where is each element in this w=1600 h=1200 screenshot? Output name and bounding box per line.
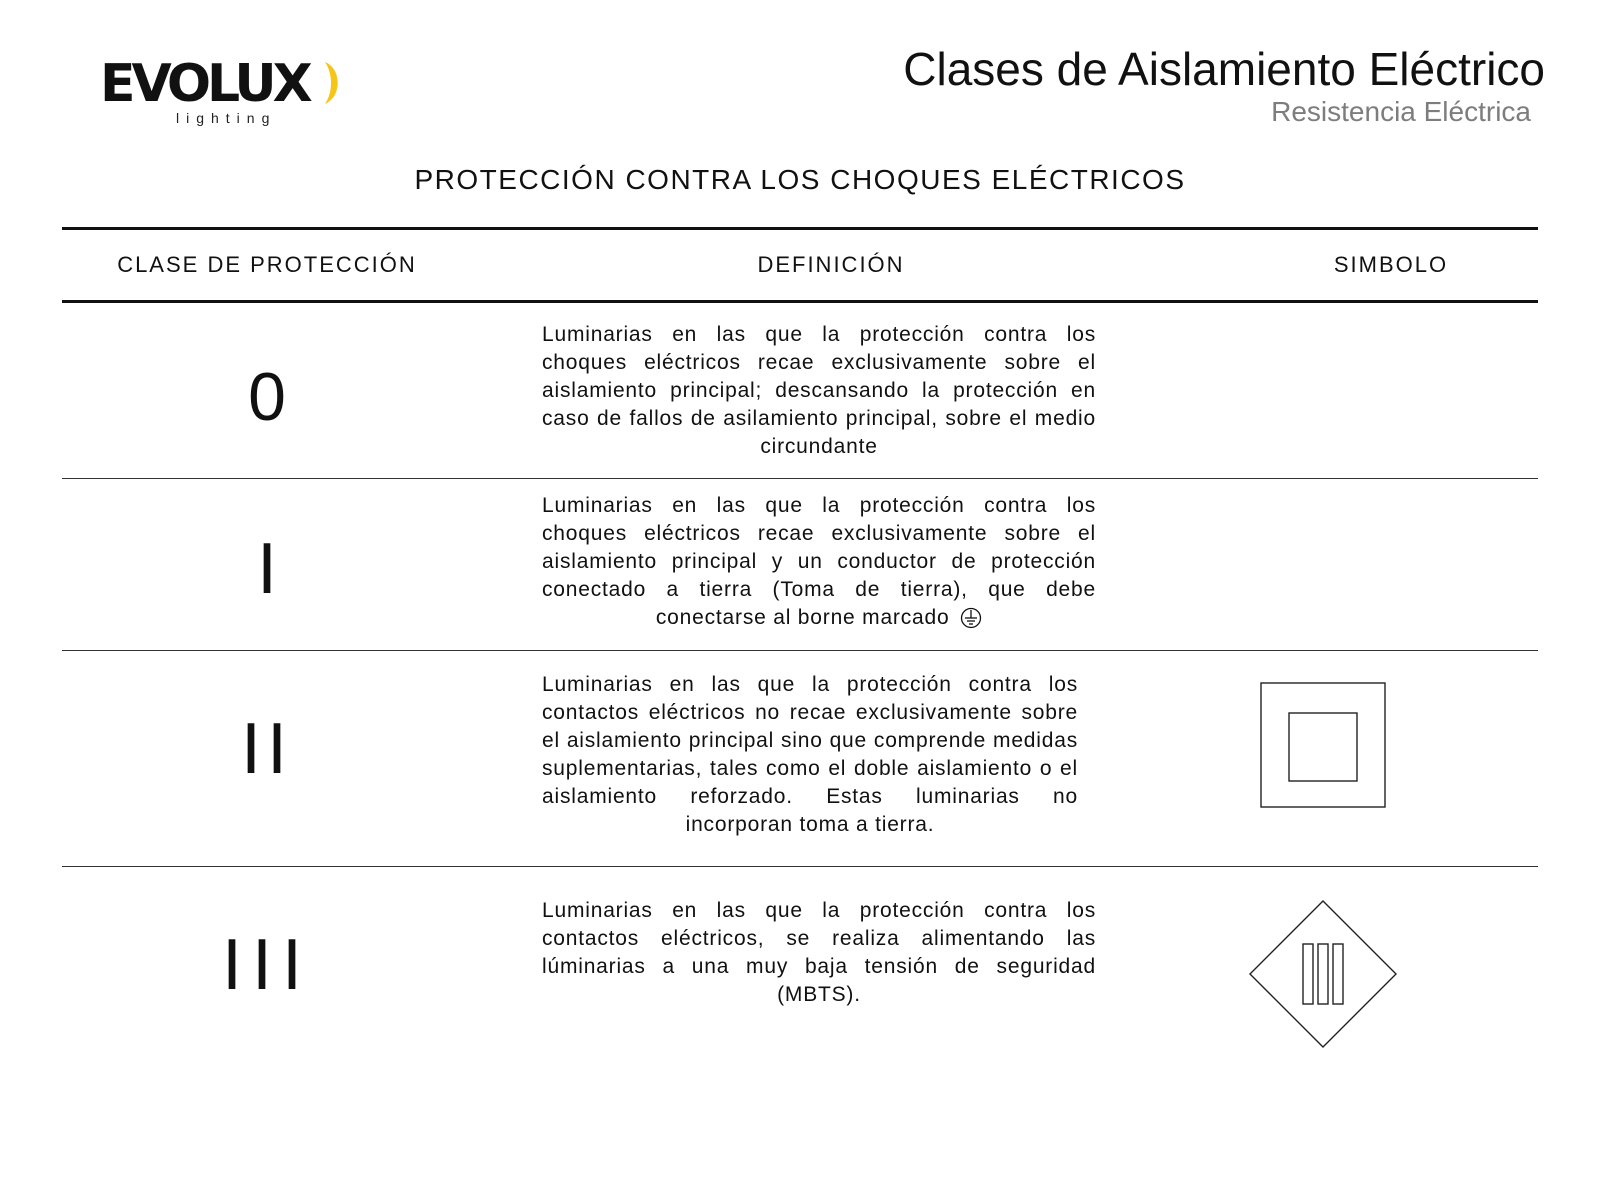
table-row [62,867,1538,1057]
column-header-definition: DEFINICIÓN [757,252,905,277]
logo-leaf-icon [319,62,343,104]
earth-ground-icon [960,607,982,629]
table-row [62,479,1538,651]
section-title: PROTECCIÓN CONTRA LOS CHOQUES ELÉCTRICOS [414,164,1186,195]
double-square-icon [1260,682,1386,808]
class-definition: Luminarias en las que la protección contra los contactos eléctricos no recae exclusivamente sobre el aislamiento principal sino que comprende medidas suplementarias, tales como el doble aislamiento o el aislamiento reforzado. Estas luminarias no incorporan toma a tierra. [542,673,1078,836]
brand-name: EVOLUX [100,54,309,114]
class-definition: Luminarias en las que la protección contra los choques eléctricos recae exclusivamente sobre el aislamiento principal; descansando la protección en caso de fallos de asilamiento principal, sobre el medio circundante [542,323,1096,458]
column-header-symbol: SIMBOLO [1333,252,1449,277]
brand-tagline: lighting [176,110,277,126]
table-row [62,303,1538,479]
class-definition-text: Luminarias en las que la protección contra los choques eléctricos recae exclusivamente sobre el aislamiento principal y un conductor de protección conectado a tierra (Toma de tierra), que debe conectarse al borne marcado [542,494,1096,629]
class-value: I [256,529,277,609]
protection-table [62,227,1538,1057]
diamond-iii-icon [1248,899,1398,1049]
brand-logo [100,56,360,136]
class-definition [542,492,1096,632]
table-header [62,227,1538,303]
column-header-class: CLASE DE PROTECCIÓN [117,252,417,277]
page-title: Clases de Aislamiento Eléctrico [903,43,1545,95]
class-value: II [240,709,293,789]
class-value: III [221,925,312,1005]
class-definition: Luminarias en las que la protección contra los contactos eléctricos, se realiza alimentando las lúminarias a una muy baja tensión de seguridad (MBTS). [542,899,1096,1006]
table-row [62,651,1538,867]
page-subtitle: Resistencia Eléctrica [1271,96,1531,127]
class-value: 0 [248,359,286,435]
